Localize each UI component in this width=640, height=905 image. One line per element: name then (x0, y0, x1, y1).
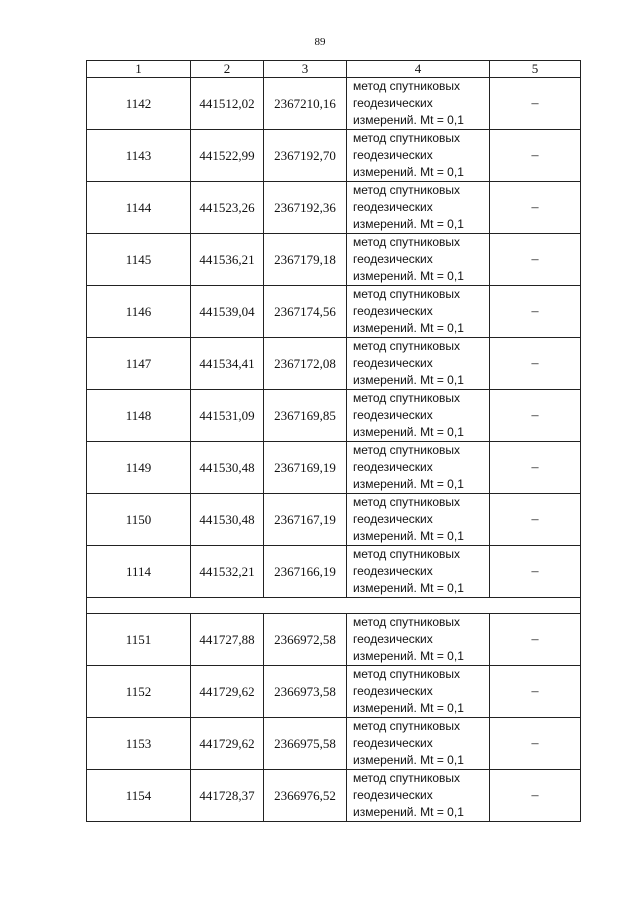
table-row (87, 78, 581, 130)
method-line: измерений. Mt = 0,1 (353, 269, 464, 283)
table-row (87, 182, 581, 234)
method-line: метод спутниковых (353, 287, 461, 301)
page-number: 89 (314, 36, 326, 48)
y-coordinate-cell: 2367192,70 (264, 130, 347, 182)
method-line: измерений. Mt = 0,1 (353, 321, 464, 335)
y-coordinate-cell: 2367179,18 (264, 234, 347, 286)
x-coordinate-cell: 441534,41 (191, 338, 264, 390)
note-cell: – (490, 286, 581, 338)
method-line: геодезических (353, 736, 433, 750)
x-coordinate-cell: 441536,21 (191, 234, 264, 286)
method-cell (347, 546, 490, 598)
method-line: измерений. Mt = 0,1 (353, 425, 464, 439)
method-line: измерений. Mt = 0,1 (353, 805, 464, 819)
method-cell (347, 338, 490, 390)
method-cell (347, 718, 490, 770)
method-line: измерений. Mt = 0,1 (353, 753, 464, 767)
point-number-cell: 1146 (87, 286, 191, 338)
y-coordinate-cell: 2366973,58 (264, 666, 347, 718)
y-coordinate-cell: 2366976,52 (264, 770, 347, 822)
y-coordinate-cell: 2367166,19 (264, 546, 347, 598)
table-row (87, 614, 581, 666)
table-row (87, 338, 581, 390)
note-cell: – (490, 770, 581, 822)
method-line: измерений. Mt = 0,1 (353, 477, 464, 491)
y-coordinate-cell: 2367174,56 (264, 286, 347, 338)
method-line: измерений. Mt = 0,1 (353, 701, 464, 715)
method-line: геодезических (353, 512, 433, 526)
point-number-cell: 1153 (87, 718, 191, 770)
x-coordinate-cell: 441728,37 (191, 770, 264, 822)
note-cell: – (490, 546, 581, 598)
method-line: метод спутниковых (353, 615, 461, 629)
method-line: метод спутниковых (353, 183, 461, 197)
method-line: измерений. Mt = 0,1 (353, 217, 464, 231)
note-cell: – (490, 338, 581, 390)
method-cell (347, 78, 490, 130)
method-line: измерений. Mt = 0,1 (353, 649, 464, 663)
x-coordinate-cell: 441729,62 (191, 666, 264, 718)
note-cell: – (490, 130, 581, 182)
note-cell: – (490, 718, 581, 770)
note-cell: – (490, 494, 581, 546)
table-header-row (87, 61, 581, 78)
point-number-cell: 1145 (87, 234, 191, 286)
x-coordinate-cell: 441530,48 (191, 442, 264, 494)
method-cell (347, 666, 490, 718)
x-coordinate-cell: 441729,62 (191, 718, 264, 770)
header-col-2: 2 (191, 61, 264, 78)
method-line: метод спутниковых (353, 719, 461, 733)
note-cell: – (490, 442, 581, 494)
point-number-cell: 1144 (87, 182, 191, 234)
method-line: геодезических (353, 356, 433, 370)
method-line: метод спутниковых (353, 79, 461, 93)
note-cell: – (490, 390, 581, 442)
method-line: геодезических (353, 788, 433, 802)
method-line: измерений. Mt = 0,1 (353, 113, 464, 127)
method-line: метод спутниковых (353, 667, 461, 681)
table-row (87, 442, 581, 494)
table-row (87, 286, 581, 338)
method-line: геодезических (353, 460, 433, 474)
method-line: геодезических (353, 684, 433, 698)
y-coordinate-cell: 2366975,58 (264, 718, 347, 770)
method-line: метод спутниковых (353, 495, 461, 509)
x-coordinate-cell: 441532,21 (191, 546, 264, 598)
y-coordinate-cell: 2367169,19 (264, 442, 347, 494)
method-line: геодезических (353, 148, 433, 162)
method-cell (347, 390, 490, 442)
table-row (87, 130, 581, 182)
point-number-cell: 1114 (87, 546, 191, 598)
table-row (87, 718, 581, 770)
method-line: измерений. Mt = 0,1 (353, 529, 464, 543)
method-cell (347, 286, 490, 338)
method-line: измерений. Mt = 0,1 (353, 373, 464, 387)
point-number-cell: 1154 (87, 770, 191, 822)
point-number-cell: 1142 (87, 78, 191, 130)
x-coordinate-cell: 441523,26 (191, 182, 264, 234)
table-row (87, 390, 581, 442)
method-line: метод спутниковых (353, 547, 461, 561)
point-number-cell: 1143 (87, 130, 191, 182)
table-row (87, 494, 581, 546)
point-number-cell: 1147 (87, 338, 191, 390)
method-line: метод спутниковых (353, 339, 461, 353)
x-coordinate-cell: 441522,99 (191, 130, 264, 182)
y-coordinate-cell: 2366972,58 (264, 614, 347, 666)
header-col-4: 4 (347, 61, 490, 78)
method-line: метод спутниковых (353, 131, 461, 145)
y-coordinate-cell: 2367172,08 (264, 338, 347, 390)
header-col-3: 3 (264, 61, 347, 78)
method-cell (347, 770, 490, 822)
y-coordinate-cell: 2367169,85 (264, 390, 347, 442)
note-cell: – (490, 614, 581, 666)
method-cell (347, 494, 490, 546)
point-number-cell: 1149 (87, 442, 191, 494)
note-cell: – (490, 182, 581, 234)
note-cell: – (490, 78, 581, 130)
method-line: измерений. Mt = 0,1 (353, 581, 464, 595)
table-row (87, 234, 581, 286)
method-line: метод спутниковых (353, 771, 461, 785)
method-line: метод спутниковых (353, 443, 461, 457)
method-line: геодезических (353, 564, 433, 578)
y-coordinate-cell: 2367192,36 (264, 182, 347, 234)
point-number-cell: 1148 (87, 390, 191, 442)
point-number-cell: 1152 (87, 666, 191, 718)
method-cell (347, 130, 490, 182)
x-coordinate-cell: 441531,09 (191, 390, 264, 442)
method-line: геодезических (353, 632, 433, 646)
table-row (87, 770, 581, 822)
section-separator-cell (87, 598, 581, 614)
y-coordinate-cell: 2367210,16 (264, 78, 347, 130)
note-cell: – (490, 234, 581, 286)
x-coordinate-cell: 441530,48 (191, 494, 264, 546)
section-separator-row (87, 598, 581, 614)
note-cell: – (490, 666, 581, 718)
table-body (87, 78, 581, 822)
method-line: геодезических (353, 96, 433, 110)
method-cell (347, 182, 490, 234)
method-cell (347, 442, 490, 494)
method-line: метод спутниковых (353, 391, 461, 405)
method-line: геодезических (353, 200, 433, 214)
method-cell (347, 614, 490, 666)
method-line: геодезических (353, 408, 433, 422)
header-col-1: 1 (87, 61, 191, 78)
coordinates-table (86, 60, 581, 822)
table-row (87, 546, 581, 598)
x-coordinate-cell: 441727,88 (191, 614, 264, 666)
method-line: метод спутниковых (353, 235, 461, 249)
x-coordinate-cell: 441539,04 (191, 286, 264, 338)
point-number-cell: 1150 (87, 494, 191, 546)
method-cell (347, 234, 490, 286)
x-coordinate-cell: 441512,02 (191, 78, 264, 130)
header-col-5: 5 (490, 61, 581, 78)
method-line: измерений. Mt = 0,1 (353, 165, 464, 179)
method-line: геодезических (353, 304, 433, 318)
point-number-cell: 1151 (87, 614, 191, 666)
method-line: геодезических (353, 252, 433, 266)
y-coordinate-cell: 2367167,19 (264, 494, 347, 546)
table-row (87, 666, 581, 718)
